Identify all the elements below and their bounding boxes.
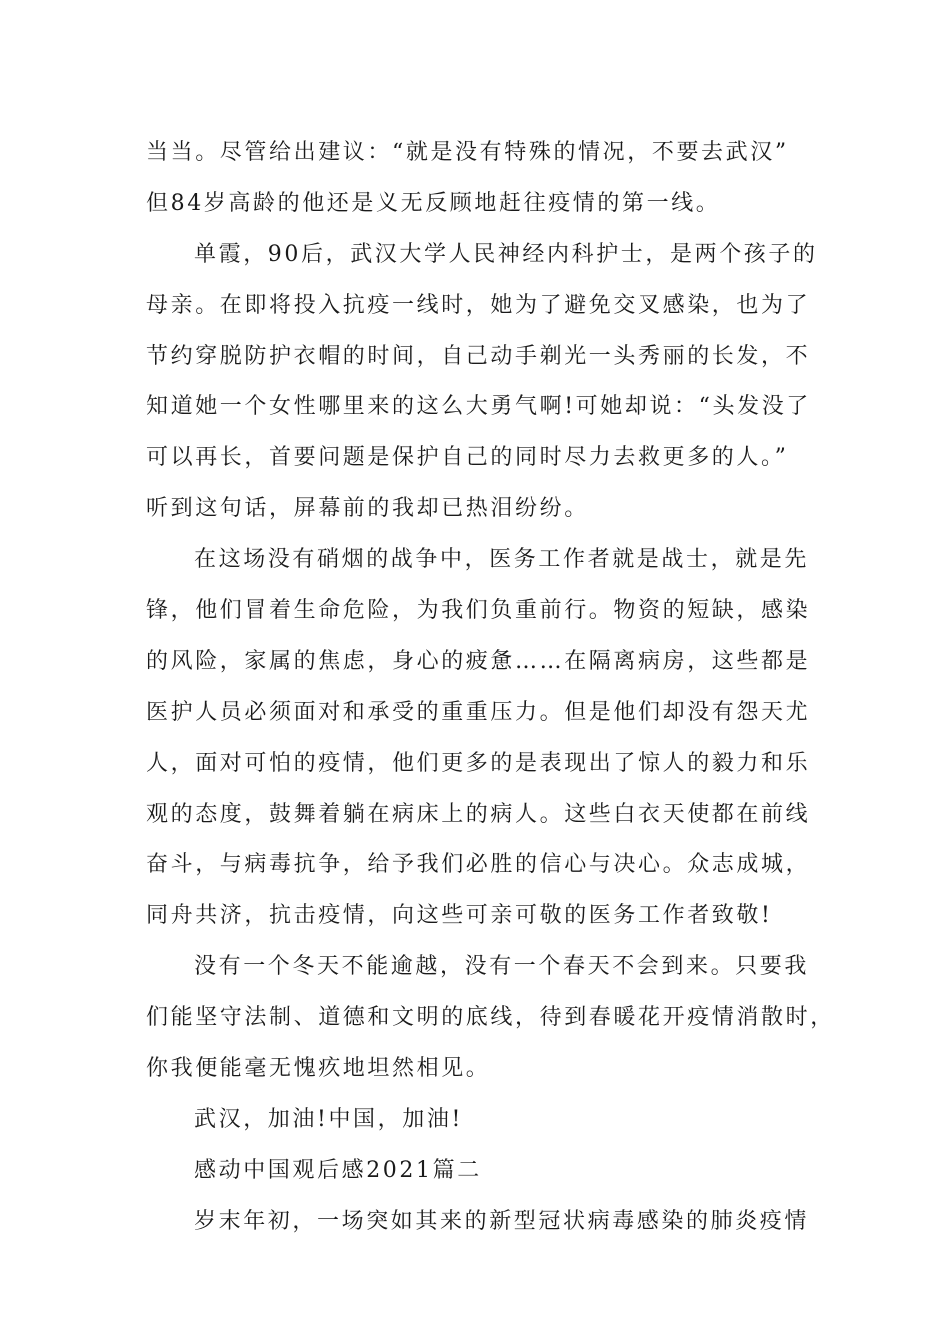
text-line: 母亲。在即将投入抗疫一线时，她为了避免交叉感染，也为了	[146, 292, 811, 318]
document-body	[146, 128, 835, 1248]
text-line: 医护人员必须面对和承受的重重压力。但是他们却没有怨天尤	[146, 699, 811, 725]
text-line: 当当。尽管给出建议：“就是没有特殊的情况，不要去武汉”	[146, 140, 789, 165]
text-line: 锋，他们冒着生命危险，为我们负重前行。物资的短缺，感染	[146, 598, 811, 624]
paragraph-start-line: 没有一个冬天不能逾越，没有一个春天不会到来。只要我	[194, 954, 810, 980]
paragraph-start-line: 单霞，90后，武汉大学人民神经内科护士，是两个孩子的	[194, 241, 818, 267]
text-line: 你我便能毫无愧疚地坦然相见。	[146, 1056, 491, 1082]
paragraph-start-line: 在这场没有硝烟的战争中，医务工作者就是战士，就是先	[194, 547, 810, 573]
paragraph-start-line: 武汉，加油!中国，加油!	[194, 1106, 463, 1132]
text-line: 观的态度，鼓舞着躺在病床上的病人。这些白衣天使都在前线	[146, 801, 811, 827]
text-line: 可以再长，首要问题是保护自己的同时尽力去救更多的人。”	[146, 445, 789, 471]
text-line: 听到这句话，屏幕前的我却已热泪纷纷。	[146, 496, 589, 522]
text-line: 但84岁高龄的他还是义无反顾地赶往疫情的第一线。	[146, 190, 721, 216]
text-line: 同舟共济，抗击疫情，向这些可亲可敬的医务工作者致敬!	[146, 903, 773, 929]
text-line: 知道她一个女性哪里来的这么大勇气啊!可她却说：“头发没了	[146, 394, 811, 420]
text-line: 的风险，家属的焦虑，身心的疲惫……在隔离病房，这些都是	[146, 648, 811, 674]
text-line: 节约穿脱防护衣帽的时间，自己动手剃光一头秀丽的长发，不	[146, 343, 811, 369]
text-line: 人，面对可怕的疫情，他们更多的是表现出了惊人的毅力和乐	[146, 750, 811, 776]
text-line: 奋斗，与病毒抗争，给予我们必胜的信心与决心。众志成城，	[146, 852, 811, 878]
paragraph-start-line: 岁末年初，一场突如其来的新型冠状病毒感染的肺炎疫情	[194, 1208, 810, 1234]
text-line: 们能坚守法制、道德和文明的底线，待到春暖花开疫情消散时，	[146, 1005, 835, 1031]
section-heading: 感动中国观后感2021篇二	[194, 1157, 482, 1183]
